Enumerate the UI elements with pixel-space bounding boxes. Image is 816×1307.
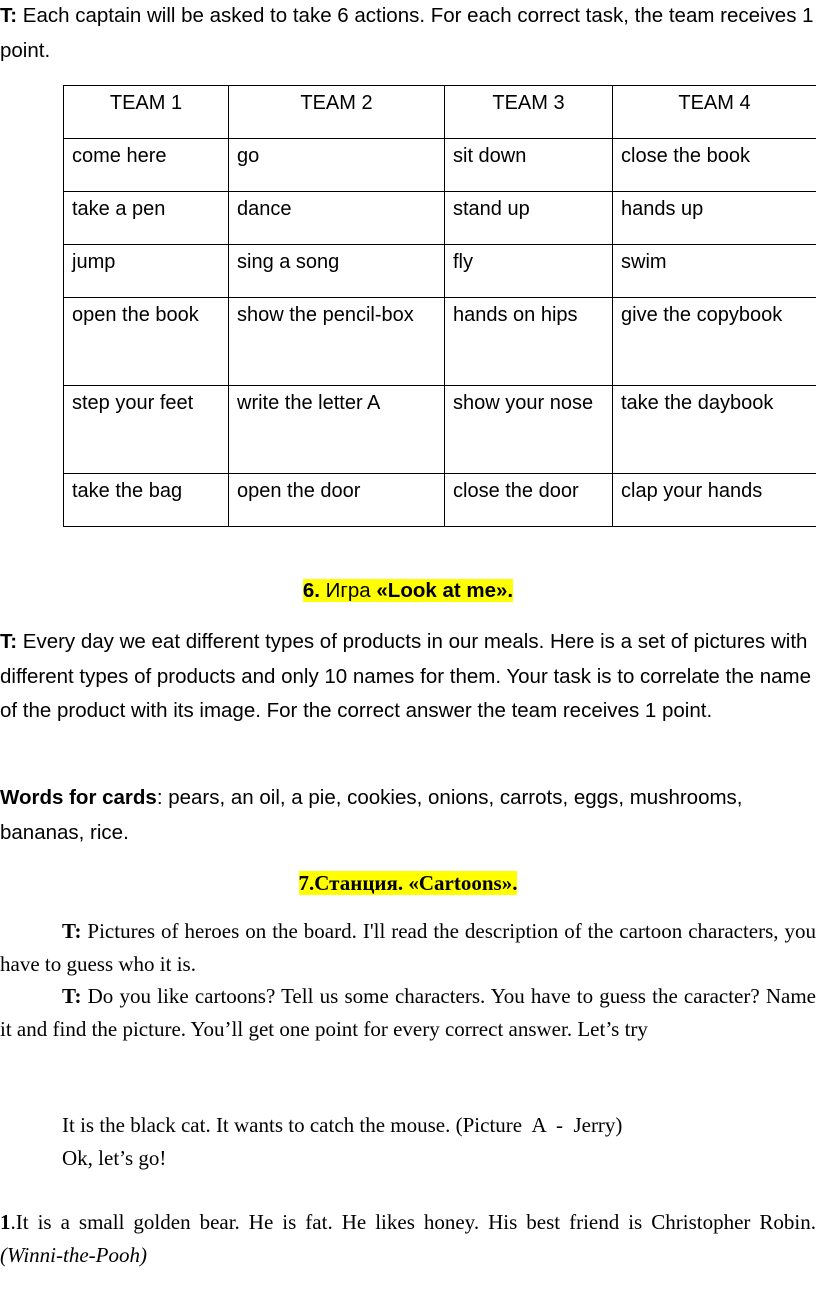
table-cell: take the daybook (613, 386, 816, 474)
table-cell: hands up (613, 192, 816, 245)
table-header-row (64, 86, 816, 139)
words-label: Words for cards (0, 786, 157, 809)
table-cell: show the pencil-box (229, 298, 445, 386)
example-line-1: It is the black cat. It wants to catch the mouse. (Picture A - Jerry) (62, 1113, 623, 1137)
teacher-label: T: (0, 4, 18, 27)
section-7-paragraph-2 (0, 980, 816, 1045)
table-row (64, 192, 816, 245)
section-7-paragraphs (0, 915, 816, 1045)
table-row (64, 298, 816, 386)
section-7-title: 7.Станция. «Cartoons». (298, 871, 518, 895)
section-6-word: Игра (319, 579, 377, 602)
header-team-4: TEAM 4 (613, 86, 816, 139)
teacher-label: T: (62, 984, 82, 1008)
question-text: .It is a small golden bear. He is fat. He likes honey. His best friend is Christopher Robin (10, 1210, 811, 1234)
question-dot: . (810, 1210, 816, 1234)
header-team-1: TEAM 1 (64, 86, 229, 139)
example-line-2: Ok, let’s go! (62, 1145, 167, 1170)
table-cell: swim (613, 245, 816, 298)
table-row (64, 386, 816, 474)
section-6-title: «Look at me». (376, 579, 514, 602)
table-cell: jump (64, 245, 229, 298)
section-7-text-1: Pictures of heroes on the board. I'll read the description of the cartoon characters, you have to guess who it is. (0, 919, 816, 976)
table-cell: give the copybook (613, 298, 816, 386)
table-cell: clap your hands (613, 474, 816, 527)
table-row (64, 245, 816, 298)
team-actions-table (63, 85, 816, 527)
table-cell: write the letter A (229, 386, 445, 474)
section-6-number: 6. (302, 579, 320, 602)
section-6-text: Every day we eat different types of products in our meals. Here is a set of pictures with different types of products and only 10 names for them. Your task is to correlate the name of the product with its image. For the correct answer the team receives 1 point. (0, 630, 811, 722)
table-cell: close the book (613, 139, 816, 192)
table-cell: dance (229, 192, 445, 245)
table-cell: step your feet (64, 386, 229, 474)
table-cell: fly (445, 245, 613, 298)
table-cell: hands on hips (445, 298, 613, 386)
question-answer: (Winni-the-Pooh) (0, 1242, 147, 1267)
intro-text: Each captain will be asked to take 6 actions. For each correct task, the team receives 1 point. (0, 4, 814, 62)
section-6-highlight (303, 579, 513, 602)
table-cell: sing a song (229, 245, 445, 298)
table-cell: show your nose (445, 386, 613, 474)
table-cell: take a pen (64, 192, 229, 245)
example-block (62, 1109, 816, 1174)
question-number: 1 (0, 1210, 11, 1234)
words-list: : pears, an oil, a pie, cookies, onions, carrots, eggs, mushrooms, bananas, rice. (0, 786, 743, 844)
section-7-text-2: Do you like cartoons? Tell us some characters. You have to guess the caracter? Name it and find the picture. You’ll get one point for every correct answer. Let’s try (0, 984, 816, 1041)
teacher-label: T: (0, 630, 18, 653)
section-6-paragraph (0, 625, 816, 729)
table-cell: take the bag (64, 474, 229, 527)
section-7-paragraph-1 (0, 915, 816, 980)
header-team-3: TEAM 3 (445, 86, 613, 139)
table-cell: open the door (229, 474, 445, 527)
table-row (64, 474, 816, 527)
table-cell: stand up (445, 192, 613, 245)
table-row (64, 139, 816, 192)
intro-paragraph (0, 0, 816, 68)
section-7-heading (0, 867, 816, 900)
question-1 (0, 1206, 816, 1271)
header-team-2: TEAM 2 (229, 86, 445, 139)
table-cell: sit down (445, 139, 613, 192)
table-cell: open the book (64, 298, 229, 386)
teacher-label: T: (62, 919, 82, 943)
table-cell: come here (64, 139, 229, 192)
section-6-heading (0, 574, 816, 609)
words-for-cards (0, 781, 816, 850)
table-cell: go (229, 139, 445, 192)
table-cell: close the door (445, 474, 613, 527)
